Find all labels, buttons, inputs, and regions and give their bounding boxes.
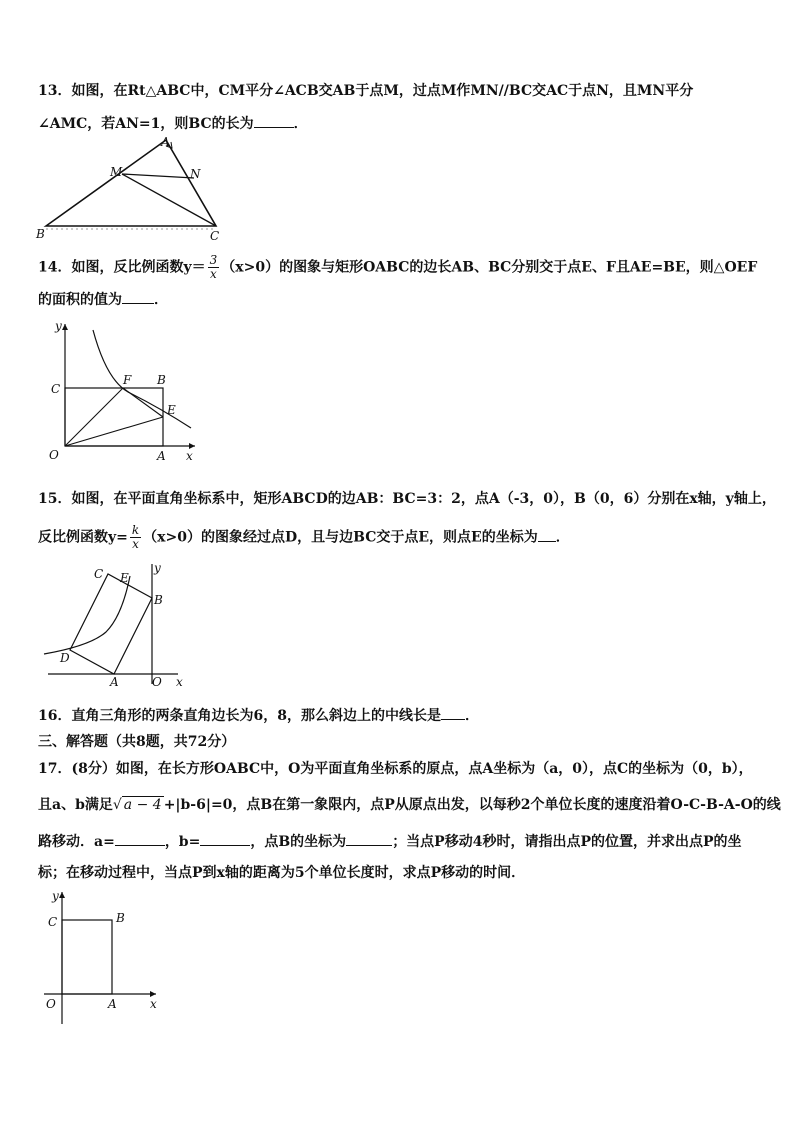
q16-end: ． — [464, 708, 479, 724]
q17-line-3 — [38, 832, 742, 851]
q13-label-a: A — [161, 135, 170, 149]
q16-line-1 — [38, 706, 479, 725]
q15-label-d: D — [60, 651, 70, 665]
q17-line-1: 17．(8分）如图，在长方形OABC中，O为平面直角坐标系的原点，点A坐标为（a，0），点C的坐标为（0，b）， — [38, 761, 753, 777]
q17-label-o: O — [46, 997, 56, 1011]
q14-line-2 — [38, 290, 168, 309]
q17-label-b: B — [116, 911, 125, 925]
q14-end: ． — [154, 292, 168, 308]
q14-fraction — [208, 254, 220, 281]
q14-label-x: x — [186, 449, 193, 463]
q15-fraction — [130, 524, 141, 551]
q13-label-m: M — [110, 165, 123, 179]
q14-label-e: E — [167, 403, 176, 417]
q17-text-a: 且a、b满足 — [38, 797, 113, 813]
q14-answer-blank — [122, 290, 154, 304]
q15-label-a: A — [110, 675, 119, 689]
q14-frac-den: x — [210, 267, 217, 281]
q14-label-o: O — [49, 448, 59, 462]
q17-text-e: ，点B的坐标为 — [250, 834, 347, 850]
q15-answer-blank — [538, 528, 556, 542]
q15-line-1: 15．如图，在平面直角坐标系中，矩形ABCD的边AB：BC=3：2，点A（-3，0），B（0，6）分别在x轴，y轴上， — [38, 491, 776, 507]
q15-line-2 — [38, 524, 570, 551]
q13-label-b: B — [36, 227, 45, 241]
q17-blank-b — [200, 832, 250, 846]
q17-label-c: C — [48, 915, 58, 929]
q14-text-c: 的面积的值为 — [38, 292, 122, 308]
q17-text-d: ，b= — [164, 834, 201, 850]
q13-end: ． — [293, 116, 308, 132]
q13-label-c: C — [210, 229, 220, 243]
q17-line-2 — [38, 796, 781, 814]
q15-label-o: O — [152, 675, 162, 689]
q17-line-4: 标；在移动过程中，当点P到x轴的距离为5个单位长度时，求点P移动的时间． — [38, 865, 526, 881]
q17-text-f: ；当点P移动4秒时，请指出点P的位置，并求出点P的坐 — [392, 834, 742, 850]
q17-label-y: y — [52, 889, 59, 903]
q15-text-a: 反比例函数y= — [38, 529, 128, 546]
q14-text-b: （x>0）的图象与矩形OABC的边长AB、BC分别交于点E、F且AE=BE，则△OEF — [221, 259, 758, 276]
q16-answer-blank — [441, 706, 465, 720]
q17-sqrt: √ a − 4 — [112, 797, 162, 813]
q17-figure — [36, 888, 176, 1028]
q14-line-1 — [38, 254, 757, 281]
q14-label-f: F — [123, 373, 132, 387]
q15-label-e: E — [120, 571, 129, 585]
q15-label-c: C — [94, 567, 104, 581]
q14-label-b: B — [157, 373, 166, 387]
q14-text-a: 14．如图，反比例函数y＝ — [38, 259, 206, 276]
q15-label-y: y — [154, 561, 161, 575]
q13-label-n: N — [190, 167, 201, 181]
q17-label-a: A — [108, 997, 117, 1011]
q14-figure — [35, 318, 205, 468]
q17-text-b: +|b-6|=0，点B在第一象限内，点P从原点出发，以每秒2个单位长度的速度沿着O-C-B-A-O的线 — [163, 797, 781, 813]
q14-label-c: C — [51, 382, 61, 396]
q15-text-b: （x>0）的图象经过点D，且与边BC交于点E，则点E的坐标为 — [143, 529, 538, 546]
q13-line-1: 13．如图，在Rt△ABC中，CM平分∠ACB交AB于点M，过点M作MN//BC交AC于点N，且MN平分 — [38, 83, 694, 99]
q15-label-x: x — [176, 675, 183, 689]
q15-label-b: B — [154, 593, 163, 607]
q15-figure — [40, 560, 200, 690]
q17-blank-a — [115, 832, 165, 846]
q15-frac-num: k — [131, 523, 140, 537]
q14-label-a: A — [157, 449, 166, 463]
q14-frac-num: 3 — [209, 253, 218, 267]
q13-line-2 — [38, 114, 308, 133]
q17-sqrt-radicand: a − 4 — [123, 797, 162, 813]
q15-end: ． — [555, 529, 570, 546]
q13-figure — [30, 134, 230, 244]
q13-answer-blank — [254, 114, 294, 128]
q17-label-x: x — [150, 997, 157, 1011]
q17-text-c: 路移动．a= — [38, 834, 115, 850]
q16-text: 16．直角三角形的两条直角边长为6，8，那么斜边上的中线长是 — [38, 708, 441, 724]
q17-blank-point-b — [346, 832, 392, 846]
q15-frac-den: x — [132, 537, 139, 551]
section-3-title: 三、解答题（共8题，共72分） — [38, 734, 236, 750]
q13-text: ∠AMC，若AN=1，则BC的长为 — [38, 116, 254, 132]
q14-label-y: y — [55, 319, 62, 333]
